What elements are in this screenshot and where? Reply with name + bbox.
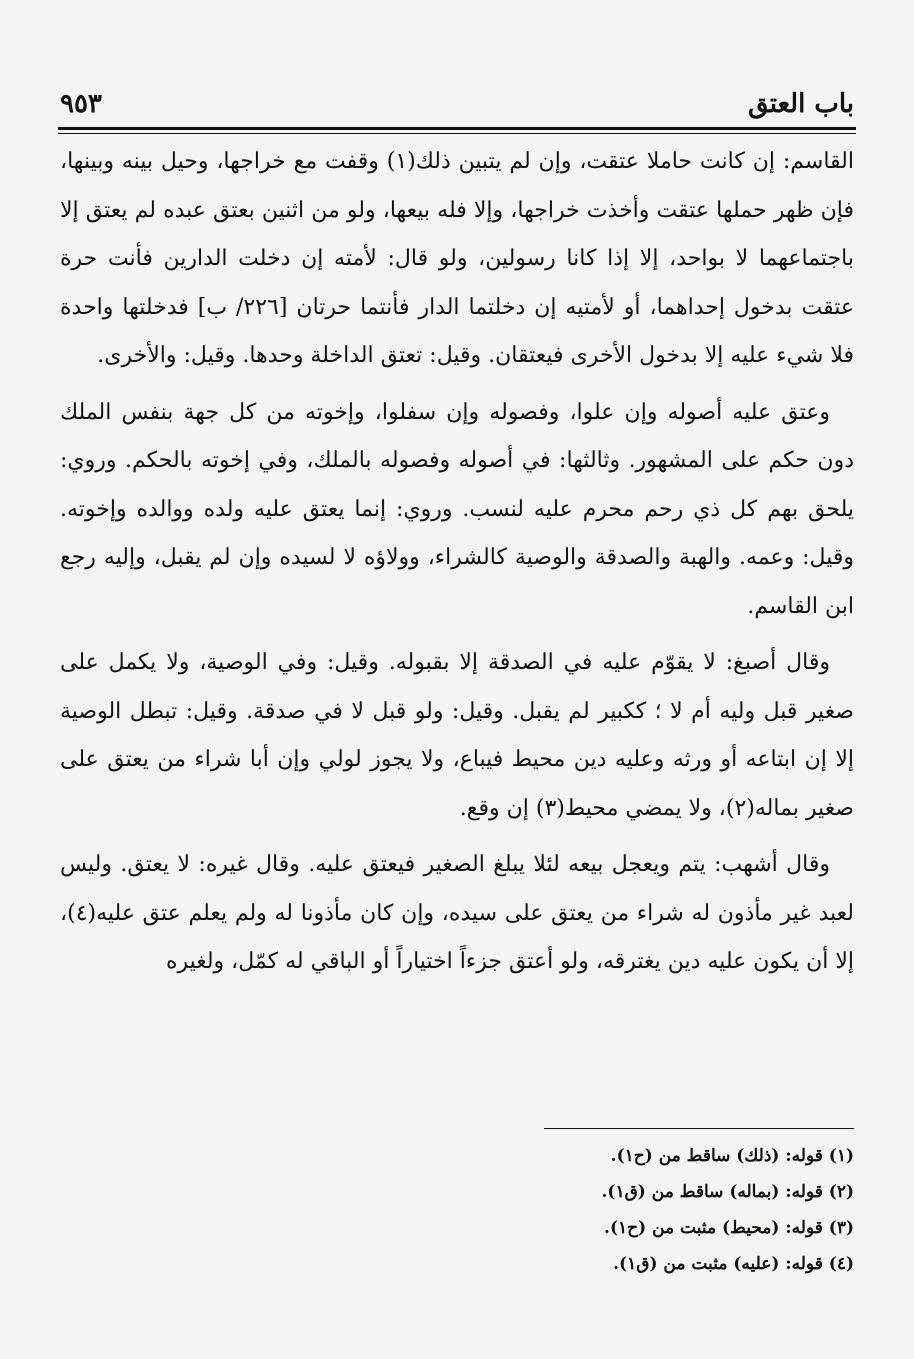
footnote: (١) قوله: (ذلك) ساقط من (ح١). [610, 1146, 854, 1166]
page-number: ٩٥٣ [60, 89, 102, 119]
footnote: (٤) قوله: (عليه) مثبت من (ق١). [613, 1254, 854, 1274]
page-header [60, 82, 854, 126]
chapter-title: باب العتق [748, 89, 854, 119]
main-text [60, 138, 854, 995]
header-rule [58, 127, 856, 134]
footnote: (٢) قوله: (بماله) ساقط من (ق١). [601, 1182, 854, 1202]
footnote-separator [544, 1128, 854, 1129]
paragraph: وقال أشهب: يتم ويعجل بيعه لئلا يبلغ الصغير فيعتق عليه. وقال غيره: لا يعتق. وليس لعبد غير مأذون له شراء من يعتق على سيده، وإن كان مأذونا له ولم يعلم عتق عليه(٤)، إلا أن يكون عليه دين يغترقه، ولو أعتق جزءاً اختياراً أو الباقي له كمّل، ولغيره [60, 852, 854, 974]
paragraph: القاسم: إن كانت حاملا عتقت، وإن لم يتبين ذلك(١) وقفت مع خراجها، وحيل بينه وبينها، فإن ظهر حملها عتقت وأخذت خراجها، وإلا فله بيعها، ولو من اثنين بعتق عبده لم يعتق إلا باجتماعهما لا بواحد، إلا إذا كانا رسولين، ولو قال: لأمته إن دخلت الدارين فأنت حرة عتقت بدخول إحداهما، أو لأمتيه إن دخلتما الدار فأنتما حرتان [٢٢٦/ ب] فدخلتها واحدة فلا شيء عليه إلا بدخول الأخرى فيعتقان. وقيل: تعتق الداخلة وحدها. وقيل: والأخرى. [60, 149, 855, 368]
paragraph: وعتق عليه أصوله وإن علوا، وفصوله وإن سفلوا، وإخوته من كل جهة بنفس الملك دون حكم على المشهور. وثالثها: في أصوله وفصوله بالملك، وفي إخوته بالحكم. وروي: يلحق بهم كل ذي رحم محرم عليه لنسب. وروي: إنما يعتق عليه ولده ووالده وإخوته. وقيل: وعمه. والهبة والصدقة والوصية كالشراء، وولاؤه لا لسيده وإن لم يقبل، وإليه رجع ابن القاسم. [60, 399, 854, 619]
footnote: (٣) قوله: (محيط) مثبت من (ح١). [604, 1218, 854, 1238]
paragraph: وقال أصبغ: لا يقوّم عليه في الصدقة إلا بقبوله. وقيل: وفي الوصية، ولا يكمل على صغير قبل وليه أم لا ؛ ككبير لم يقبل. وقيل: ولو قبل لا في صدقة. وقيل: تبطل الوصية إلا إن ابتاعه أو ورثه وعليه دين محيط فيباع، ولا يجوز لولي وإن أبا شراء من يعتق على صغير بماله(٢)، ولا يمضي محيط(٣) إن وقع. [60, 650, 854, 821]
footnotes [60, 1138, 854, 1282]
